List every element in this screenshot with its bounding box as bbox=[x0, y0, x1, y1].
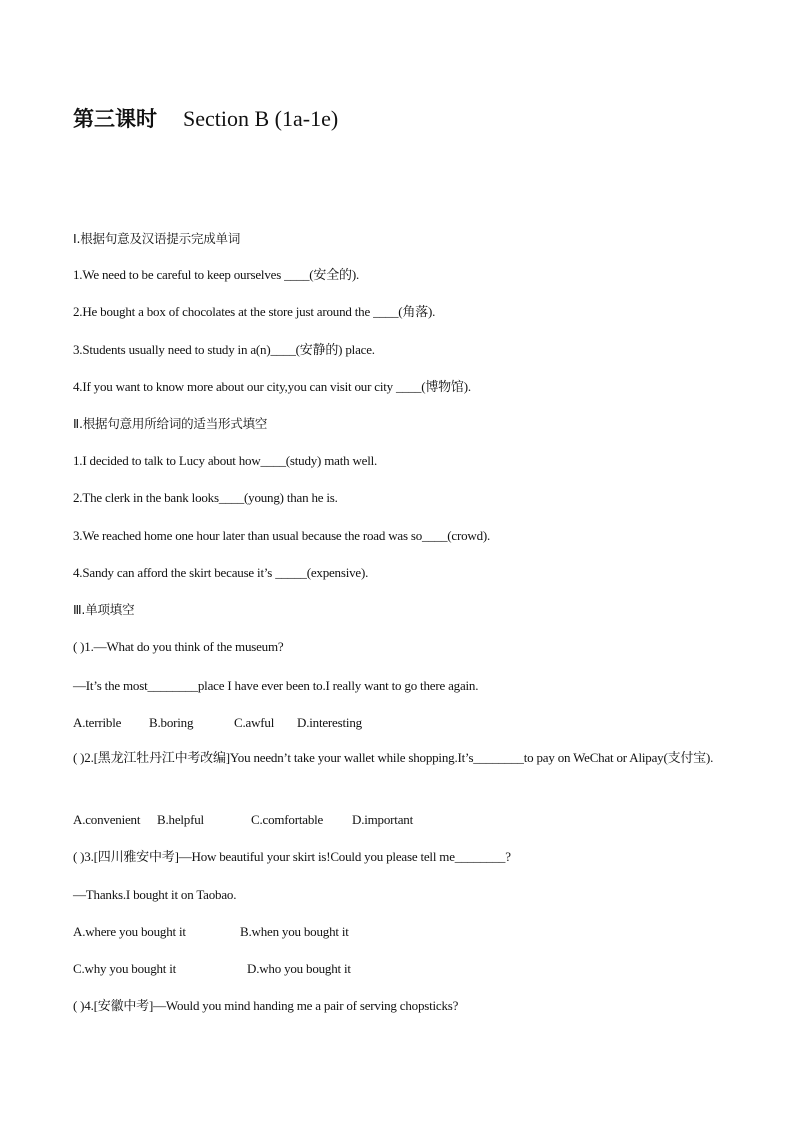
mc-q2-option-c: C.comfortable bbox=[251, 812, 324, 827]
section-2-heading: Ⅱ.根据句意用所给词的适当形式填空 bbox=[73, 416, 268, 431]
section-1-item-4: 4.If you want to know more about our city,you can visit our city ____(博物馆). bbox=[73, 379, 471, 394]
mc-q3-options-row2 bbox=[73, 960, 351, 978]
section-1-item-2: 2.He bought a box of chocolates at the store just around the ____(角落). bbox=[73, 304, 436, 319]
mc-q1-option-d: D.interesting bbox=[297, 715, 362, 730]
mc-q4-stem: ( )4.[安徽中考]—Would you mind handing me a pair of serving chopsticks? bbox=[73, 998, 459, 1013]
title-lesson: 第三课时 bbox=[73, 107, 157, 131]
mc-q3-options-row1 bbox=[73, 923, 349, 941]
mc-q3-line2: —Thanks.I bought it on Taobao. bbox=[73, 887, 237, 902]
mc-q2-stem: ( )2.[黑龙江牡丹江中考改编]You needn’t take your wallet while shopping.It’s________to pay on WeChat or Alipay(支付宝). bbox=[73, 750, 714, 765]
section-2-item-2: 2.The clerk in the bank looks____(young) than he is. bbox=[73, 490, 338, 505]
section-2-item-3: 3.We reached home one hour later than usual because the road was so____(crowd). bbox=[73, 528, 491, 543]
mc-q1-stem: ( )1.—What do you think of the museum? bbox=[73, 639, 284, 654]
mc-q3-option-c: C.why you bought it bbox=[73, 961, 177, 976]
mc-q3-option-d: D.who you bought it bbox=[247, 961, 351, 976]
section-1-heading: Ⅰ.根据句意及汉语提示完成单词 bbox=[73, 231, 241, 246]
mc-q3-stem: ( )3.[四川雅安中考]—How beautiful your skirt is!Could you please tell me________? bbox=[73, 849, 511, 864]
section-1-item-3: 3.Students usually need to study in a(n)____(安静的) place. bbox=[73, 342, 375, 357]
section-1-item-1: 1.We need to be careful to keep ourselves ____(安全的). bbox=[73, 267, 360, 282]
mc-q1-options bbox=[73, 714, 362, 732]
mc-q2-option-a: A.convenient bbox=[73, 812, 141, 827]
page-title bbox=[73, 104, 338, 134]
mc-q1-line2: —It’s the most________place I have ever been to.I really want to go there again. bbox=[73, 678, 479, 693]
mc-q1-option-c: C.awful bbox=[234, 715, 275, 730]
section-3-heading: Ⅲ.单项填空 bbox=[73, 602, 135, 617]
mc-q3-option-b: B.when you bought it bbox=[240, 924, 349, 939]
mc-q3-option-a: A.where you bought it bbox=[73, 924, 186, 939]
title-section: Section B (1a-1e) bbox=[183, 106, 339, 131]
section-2-item-4: 4.Sandy can afford the skirt because it’s _____(expensive). bbox=[73, 565, 369, 580]
mc-q2-option-d: D.important bbox=[352, 812, 413, 827]
mc-q2-options bbox=[73, 811, 413, 829]
mc-q1-option-b: B.boring bbox=[149, 715, 194, 730]
mc-q2-option-b: B.helpful bbox=[157, 812, 204, 827]
mc-q1-option-a: A.terrible bbox=[73, 715, 122, 730]
section-2-item-1: 1.I decided to talk to Lucy about how____(study) math well. bbox=[73, 453, 378, 468]
